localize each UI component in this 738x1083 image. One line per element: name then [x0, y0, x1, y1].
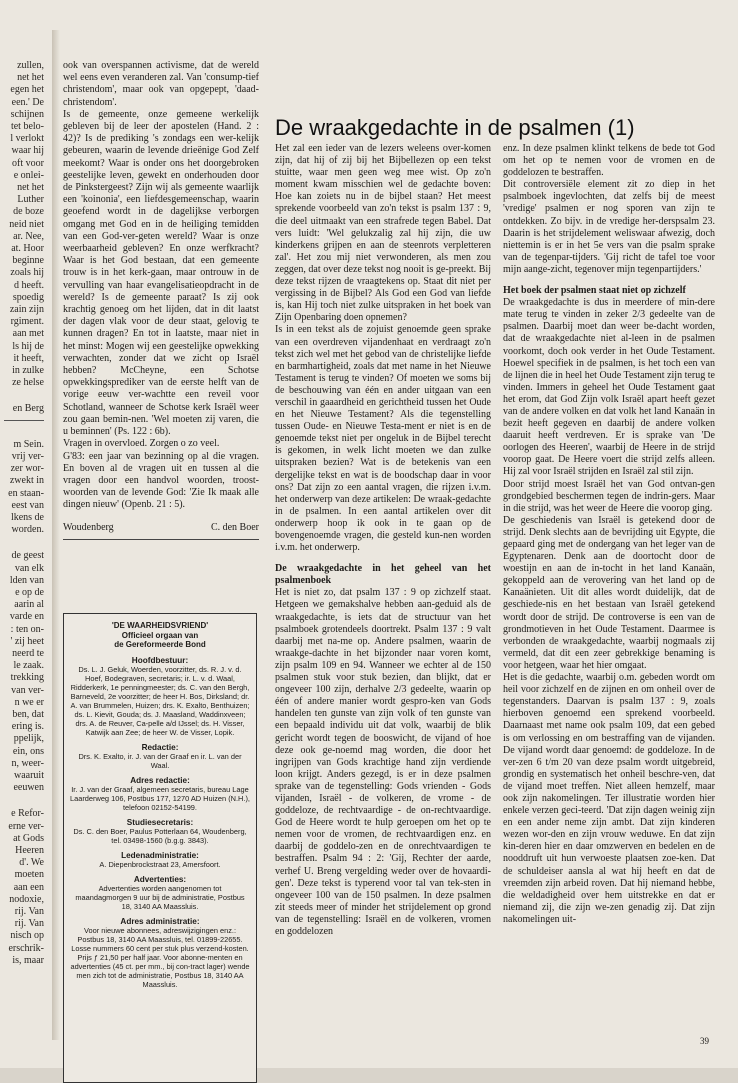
- fragment-line: de geest: [11, 550, 44, 562]
- fragment-line: m Sein.: [13, 438, 44, 450]
- fragment-line: lkens de: [10, 511, 44, 523]
- masthead-section-text: Ir. J. van der Graaf, algemeen secretaris, bureau Lage Laarderweg 106, Postbus 177, 1270 AD Huizen (N.H.), telefoon 02152-54199.: [70, 784, 250, 812]
- article-signature: [63, 522, 259, 540]
- fragment-rule: [4, 420, 44, 421]
- fragment-line: van elk: [14, 562, 44, 574]
- masthead-section-heading: Adres administratie:: [120, 916, 200, 926]
- fragment-line: Heeren: [15, 844, 44, 856]
- fragment-line: oft voor: [12, 157, 44, 169]
- masthead-section-text: Ds. L. J. Geluk, Woerden, voorzitter, ds. R. J. v. d. Hoef, Bodegraven, secretaris; ir. L. v. d. Waal, Ridderkerk, 1e penningmeester; ds. C. van den Bergh, Barneveld, 2e voorzitter; de heer H. Bos, Dirksland; dr. A. van Brummelen, Huizen; drs. K. Exalto, Benthuizen; ds. L. Kievit, Gouda; ds. J. Maasland, Waddinxveen; drs. A. de Reuver, Ca-pelle a/d IJssel; ds. H. Visser, Katwijk aan Zee; de heer W. de Visser, Lopik.: [70, 664, 250, 737]
- fragment-line: d heeft.: [14, 279, 44, 291]
- fragment-line: at. Hoor: [11, 243, 44, 255]
- signature-name: C. den Boer: [210, 521, 259, 533]
- fragment-signature: en Berg: [12, 403, 44, 415]
- fragment-line: neid niet: [9, 218, 44, 230]
- fragment-line: rgiment.: [10, 316, 44, 328]
- fragment-line: varde en: [9, 611, 44, 623]
- fragment-line: n we er: [14, 696, 44, 708]
- fragment-line: Luther: [17, 194, 44, 206]
- left-column: [63, 60, 259, 540]
- article-subheading: Het boek der psalmen staat niet op zichzelf: [503, 285, 686, 297]
- fragment-line: moeten: [14, 869, 44, 881]
- fragment-line: : ten on-: [10, 623, 44, 635]
- page-binding-shadow: [52, 30, 60, 1040]
- fragment-line: net het: [17, 182, 44, 194]
- fragment-line: zer wor-: [10, 463, 44, 475]
- fragment-line: aan met: [12, 328, 44, 340]
- article-paragraph: De geschiedenis van Israël is getekend door de strijd. Denk slechts aan de bevrijding uit Egypte, die gepaard ging met de ondergang van het leger van de Egyptenaren. Denk aan de doortocht door de woestijn en aan de in-tocht in het land Kanaän, gekoppeld aan de verovering van het land op de Kanaänieten. Uit dit alles wordt duidelijk, dat de geschiede-nis en het bestaan van Israël getekend wordt door de strijd. De controverse is een van de grondmotieven in het Oude Testament. Daarmee is verbonden de wraakgedachte, waarbij nogmaals zij vermeld, dat dit een zeer gebrekkige benaming is voor hetgeen, waar het hier omgaat.: [503, 514, 715, 671]
- fragment-line: erschrik-: [8, 942, 44, 954]
- article-column-2: [275, 143, 491, 938]
- fragment-line: rij. Van: [14, 906, 44, 917]
- fragment-line: le zaak.: [13, 660, 44, 672]
- article-paragraph: Het is die gedachte, waarbij o.m. gebeden wordt om heil voor zichzelf en de zijnen en om onheil over de tegenstanders. Daarvan is psalm 137 : 9, zoals hierboven genoemd een sprekend voorbeeld. Daarnaast met name ook psalm 109, dat een gebed is om verlossing en om bestraffing van de vijanden. De vijand wordt daar genoemd: de goddeloze. In de ver-zen 6 t/m 20 van deze psalm wordt uitgebreid, grondig en systematisch het onheil beschre-ven, dat de vijand moet treffen. Niet alleen hemzelf, maar ook zijn nakomelingen. Ter illustratie worden hier enkele verzen geci-teerd. 'Dat zijn dagen weinig zijn en een ander neme zijn ambt. Dat zijn kinderen wezen wor-den en zijn vrouw weduwe. En dat zijn kin-deren hier en daar omzwerven en bedelen en de nooddruft uit hun verwoeste plaatsen zoe-ken. Dat de schuldeiser aansla al wat hij heeft en dat de vreemden zijn arbeid roven. Dat hij niemand hebbe, die weldadigheid over hem uitstrekke en dat er niemand zij, die zijn we-zen genadig zij. Dat zijn nakomelingen uit-: [503, 672, 715, 925]
- masthead-section-heading: Redactie:: [141, 742, 179, 752]
- article-paragraph: Het zal een ieder van de lezers weleens over-komen zijn, dat hij of zij bij het Bijbellezen op een tekst stuitte, waar men geen weg mee wist. Op zo'n moment kwam misschien wel de gedachte boven: Hoe kan zoiets nu in de bijbel staan? Het meest sprekende voorbeeld van zo'n tekst is psalm 137 : 9, die deel uitmaakt van een strafrede tegen Babel. Dat vers luidt: 'Wel gelukzalig zal hij zijn, die uw kinderkens grijpen en aan de steenrots verpletteren zal'. Het zou mij niet verwonderen, als men zou zeggen, dat over deze tekst nog nooit is ge-preekt. Bij deze tekst rijzen de vraagtekens op. Staat dit niet per vergissing in de Bijbel? Als God een God van liefde is, kan Hij toch niet zulke uitspraken in het boek van Zijn Openbaring doen opnemen?: [275, 143, 491, 324]
- fragment-line: n, weer-: [11, 757, 44, 769]
- masthead-title: 'DE WAARHEIDSVRIEND': [111, 621, 209, 630]
- fragment-line: ls hij de: [12, 340, 44, 352]
- previous-page-fragment-column: [4, 60, 44, 966]
- masthead-section-text: Voor nieuwe abonnees, adreswijzigingen enz.: Postbus 18, 3140 AA Maassluis, tel. 01899-22655. Losse nummers 60 cent per stuk plus verzend-kosten. Prijs ƒ 21,50 per half jaar. Voor abonne-menten en advertenties (45 ct. per mm., bij con-tract lager) wende men zich tot de administratie, Postbus 18, 3140 AA Maassluis.: [70, 925, 250, 989]
- article-paragraph: Door strijd moest Israël het van God ontvan-gen grondgebied beschermen tegen de indrin-gers. Maar in die strijd, was het weer de Heere die voorop ging.: [503, 478, 715, 514]
- fragment-line: neerd te: [12, 647, 44, 659]
- fragment-line: een.' De: [11, 96, 44, 108]
- fragment-line: de boze: [13, 206, 44, 218]
- fragment-line: ppelijk,: [13, 733, 44, 745]
- fragment-line: zoals hij: [10, 267, 44, 279]
- masthead-box: [63, 613, 257, 1083]
- fragment-line: ein, ons: [12, 745, 44, 757]
- fragment-line: in zulke: [12, 365, 44, 377]
- masthead-section-text: Advertenties worden aangenomen tot maandagmorgen 9 uur bij de administratie, Postbus 18, 3140 AA Maassluis.: [75, 883, 245, 911]
- fragment-line: zullen,: [17, 60, 44, 71]
- masthead-section-text: A. Diepenbrockstraat 23, Amersfoort.: [99, 859, 221, 869]
- fragment-line: waar hij: [11, 145, 44, 157]
- masthead-section-heading: Hoofdbestuur:: [131, 655, 189, 665]
- fragment-line: egen het: [10, 84, 44, 96]
- page-number: 39: [700, 1036, 709, 1046]
- masthead-section-text: Ds. C. den Boer, Paulus Potterlaan 64, Woudenberg, tel. 03498-1560 (b.g.g. 3843).: [73, 826, 247, 845]
- fragment-line: beginne: [12, 255, 44, 267]
- fragment-line: en staan-: [8, 487, 44, 499]
- article-column-3: [503, 143, 715, 926]
- masthead-section-heading: Studiesecretaris:: [126, 817, 194, 827]
- article-title: De wraakgedachte in de psalmen (1): [275, 115, 635, 140]
- fragment-line: waaruit: [14, 769, 44, 781]
- article-paragraph: Dit controversiële element zit zo diep in het psalmboek ingevlochten, dat zelfs bij de meest 'vredige' psalmen er nog sporen van zijn te ontdekken. Zo bijv. in de vredige her-derspsalm 23. Daarin is het strijdelement weliswaar afwezig, doch niettemin is er in het 5e vers van die psalm sprake van de tegenpar-tijders. 'Gij richt de tafel toe voor mijn aange-zicht, tegenover mijn tegenpartijders.': [503, 179, 715, 275]
- fragment-line: vrij ver-: [11, 450, 44, 462]
- fragment-line: is, maar: [12, 954, 44, 966]
- fragment-line: eeuwen: [13, 782, 44, 794]
- fragment-line: tet belo-: [10, 121, 44, 133]
- masthead-subtitle-2: de Gereformeerde Bond: [114, 640, 206, 649]
- fragment-line: trekking: [10, 672, 44, 684]
- article-paragraph: Is in een tekst als de zojuist genoemde geen sprake van een overdreven vijandenhaat en verdraagt zo'n tekst zich wel met het gebod van de christelijke liefde en barmhartigheid, zoals dat met name in het Nieuwe Testament is terug te vinden? Of moeten we soms bij de beschouwing van één en ander uitgaan van een verschil in gaaardheid en gerichtheid tussen het Oude en het Nieuwe Testament? Als die tegenstelling tussen Oude- en Nieuwe Testa-ment er niet is en de genoemde tekst niet per ongeluk in de Bijbel terecht is gekomen, in welk licht moeten we dan zulke uitspraken bezien? Wat is de betekenis van een dergelijke tekst en wat is de boodschap daar in voor ons? Dat zijn zo een aantal vragen, die rijzen i.v.m. het onderwerp van deze artikelen: De wraak-gedachte in de psalmen. In een aantal artikelen over dit onderwerp hoop ik ook in te gaan op de bovengenoemde vragen, die gesteld kun-nen worden i.v.m. het onderwerp.: [275, 324, 491, 554]
- fragment-line: rij. Van: [14, 918, 44, 930]
- fragment-line: worden.: [11, 524, 44, 536]
- fragment-line: ' zij heet: [10, 635, 44, 647]
- fragment-line: spoedig: [12, 291, 44, 303]
- article-paragraph: enz. In deze psalmen klinkt telkens de bede tot God om het op te nemen voor de vromen en de goddelozen te bestraffen.: [503, 143, 715, 179]
- fragment-line: lden van: [9, 574, 44, 586]
- fragment-line: nisch op: [10, 930, 44, 942]
- fragment-line: it heeft,: [13, 352, 44, 364]
- masthead-subtitle-1: Officieel orgaan van: [121, 630, 199, 640]
- left-column-paragraphs: [63, 60, 259, 512]
- fragment-spacer: [4, 389, 44, 403]
- masthead-section-heading: Advertenties:: [133, 874, 187, 884]
- fragment-line: e Refor-: [11, 808, 44, 820]
- fragment-line: zwekt in: [9, 475, 44, 487]
- fragment-line: ben, dat: [12, 708, 44, 720]
- fragment-line: net het: [17, 72, 44, 84]
- masthead-sections: [70, 656, 250, 989]
- fragment-line: nodoxie,: [9, 893, 44, 905]
- fragment-line: ze helse: [12, 377, 44, 389]
- fragment-line: e op de: [15, 586, 44, 598]
- signature-place: Woudenberg: [63, 521, 114, 533]
- article-subheading: De wraakgedachte in het geheel van het psalmenboek: [275, 563, 491, 587]
- masthead-section-text: Drs. K. Exalto, ir. J. van der Graaf en ir. L. van der Waal.: [78, 751, 242, 770]
- fragment-line: zain zijn: [9, 304, 44, 316]
- left-paragraph: Is de gemeente, onze gemeene werkelijk gebleven bij de leer der apostelen (Hand. 2 : 42)? Is de prediking 's zondags een wer-kelijk gebeuren, waarin de levende drieënige God Zelf meekomt? Waar is onder ons het doorgebroken geestelijke leven, gewekt en onderhouden door de Pinkstergeest? Zijn wij als gemeente waarlijk een 'koinonia', een liefdesgemeenschap, waarin geoefend wordt in de dagelijkse verborgen omgang met God en in de heiliging temidden van een God-ver-geten wereld? Waar is onze weerbaarheid gebleven? En onze werfkracht? Waar is het God bestaan, dat een gemeente trouw is in het kerk-gaan, maar ontrouw in de vervulling van haar evangelisatieopdracht in de wereld? Is de gemeente paraat? Is zij ook krachtig genoeg om het lijden, dat in dit laatst der dagen vlak voor de deur staat, gelovig te kunnen dragen? En tot in laatste, maar niet in het minst: Mogen wij een geestelijke opwekking verwachten, zonder dat we zicht op Israël hebben? McCheyne, een Schotse opwekkingsprediker van de eerste helft van de vorige eeuw ver-wachtte een reveil voor Schotland, wanneer de Schotse kerk Israël weer zou gaan bemin-nen. 'Wel moeten zij varen, die u beminnen' (Ps. 122 : 6b).: [63, 108, 259, 438]
- fragment-line: eest van: [11, 499, 44, 511]
- fragment-line: schijnen: [10, 108, 44, 120]
- fragment-line: erne ver-: [8, 820, 44, 832]
- article-paragraph: De wraakgedachte is dus in meerdere of min-dere mate terug te vinden in zeker 2/3 gedeelte van de psalmen. Daarbij moet dan weer be-dacht worden, dat de wraakgedachte niet al-leen in de psalmen voorkomt, doch ook verder in het Oude Testament. Hoewel specifiek in de psalmen, is het toch een van de lijnen die in heel het Oude Testament zijn terug te vinden. Immers in geheel het Oude Testament gaat het erom, dat God Zijn volk Israël apart heeft gezet van de andere volken en dat volk het land Kanaän in bezit heeft gegeven en daarbij de andere volken daaruit heeft verdreven. Er is sprake van 'De oorlogen des Heeren', waarbij de Heere in de strijd voorop gaat. De Heere voert die strijd zelfs alleen. Hij zal voor Israël strijden en Israël zal stil zijn.: [503, 297, 715, 478]
- fragment-spacer: [4, 425, 44, 439]
- masthead-section-heading: Ledenadministratie:: [121, 850, 199, 860]
- article-paragraph: Het is niet zo, dat psalm 137 : 9 op zichzelf staat. Hetgeen we gemakshalve hebben aan-geduid als de wraakgedachte, is iets dat de structuur van het psalmboek grotendeels doortrekt. Psalm 137 : 9 valt daarbij met na-me op. Andere psalmen, waarin de wraakge-dachte in het bijzonder naar voren komt, zijn psalm 109 en 94. Wanneer we echter al de 150 psalmen stuk voor stuk bezien, dan blijkt, dat er ongeveer 100 zijn, derhalve 2/3 gedeelte, waarin op één of andere manier wordt gespro-ken van Gods handelen ten gunste van zijn volk of ten gunste van een bepaald individu uit dat volk, waarbij de blik gericht wordt tegen de booswicht, de vijand of hoe deze ook ge-noemd mag worden, die door het ingrijpen van Gods krachtige hand zijn verdiende loon krijgt. Anders gezegd, is er in deze psalmen sprake van de tegenstelling: Gods vrienden - Gods vijanden, Israël - de volkeren, de vrome - de goddeloze, de rechtvaardige - de on-rechtvaardige. God de Heere wordt te hulp geroepen om het op te nemen voor de vromen, de rechtvaardigen enz. en daarbij de goddelo-zen en de onrechtvaardigen te bestraffen. Psalm 94 : 2: 'Gij, Rechter der aarde, verhef U. Breng vergelding weder over de hovaardi-gen'. Deze tekst is typerend voor tal van tek-sten in ongeveer 100 van de 150 psalmen. In deze psalmen zit steeds meer of minder het strijdelement op grond van de tegenstelling: Israël en de volkeren, vromen en goddelozen: [275, 587, 491, 937]
- masthead-section-heading: Adres redactie:: [130, 775, 190, 785]
- left-paragraph: Vragen in overvloed. Zorgen o zo veel.: [63, 438, 220, 450]
- fragment-line: e onlei-: [13, 169, 44, 181]
- fragment-line: l verlokt: [10, 133, 44, 145]
- fragment-line: aan een: [13, 881, 44, 893]
- fragment-line: ering is.: [11, 721, 44, 733]
- left-paragraph: G'83: een jaar van bezinning op al die vragen. En boven al de vragen uit en tussen al die vragen door een handvol woorden, troost-woorden van de levende God: 'Zie Ik maak alle dingen nieuw' (Openb. 21 : 5).: [63, 450, 259, 511]
- fragment-line: ar. Nee,: [13, 230, 44, 242]
- left-paragraph: ook van overspannen activisme, dat de wereld wel eens even veranderen zal. Van 'consump-tief christendom', maar ook van opgepept, 'daad-christendom'.: [63, 60, 259, 108]
- fragment-line: d'. We: [19, 857, 44, 869]
- fragment-spacer: [4, 794, 44, 808]
- fragment-spacer: [4, 536, 44, 550]
- fragment-line: van ver-: [11, 684, 44, 696]
- fragment-line: aarin al: [14, 599, 44, 611]
- fragment-line: at Gods: [13, 832, 44, 844]
